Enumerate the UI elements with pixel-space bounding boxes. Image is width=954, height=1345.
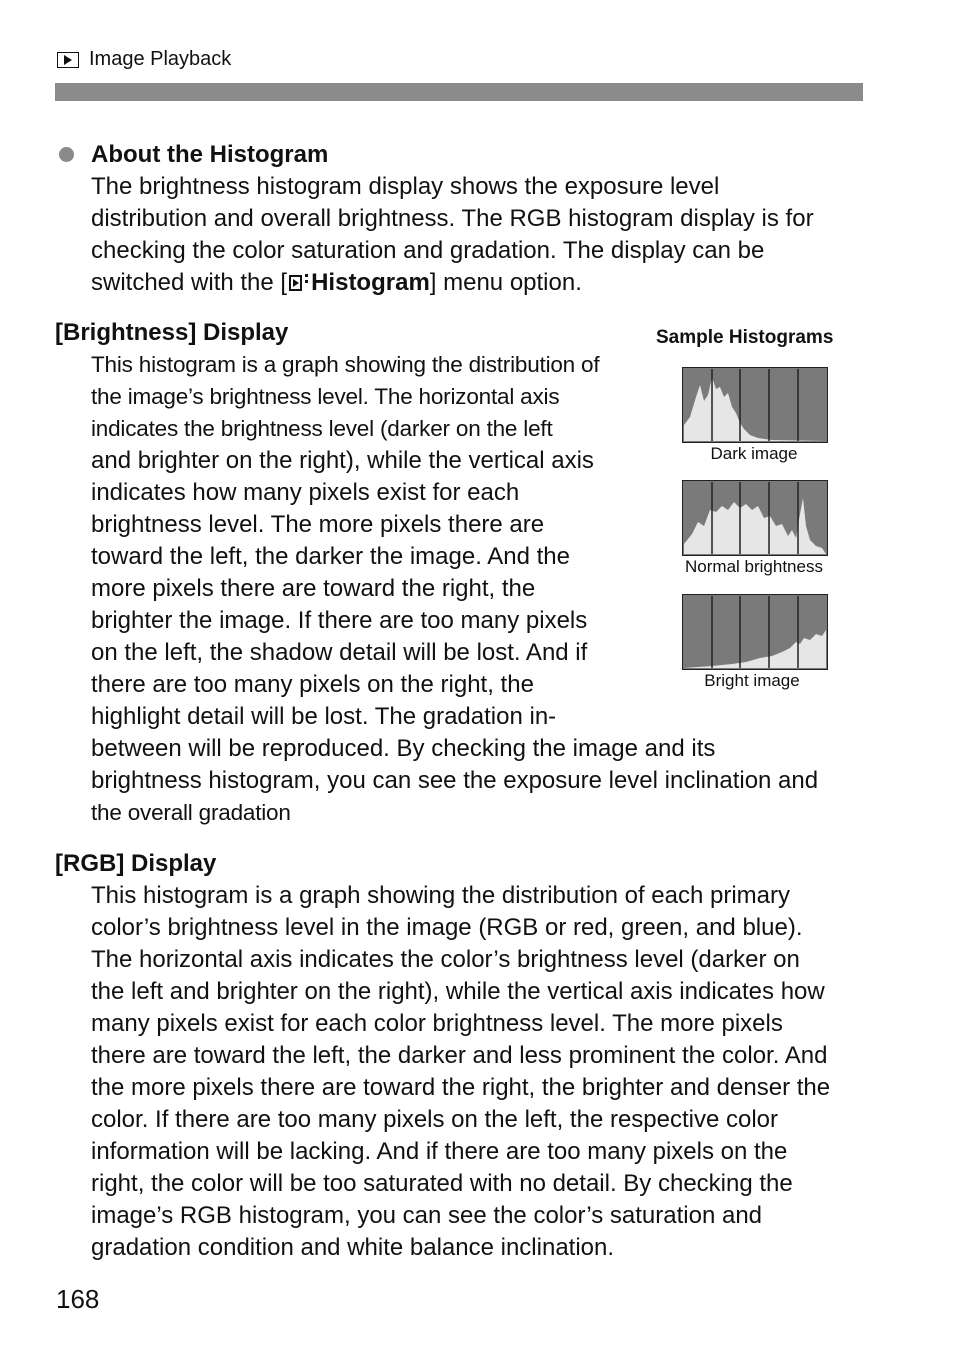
brightness-line-text: brightness histogram, you can see the exposure level inclination and <box>91 767 819 794</box>
brightness-heading: [Brightness] Display <box>55 319 289 346</box>
brightness-line: more pixels there are toward the right, the <box>91 575 536 602</box>
caption-bright-image: Bright image <box>704 671 800 690</box>
caption-dark-image: Dark image <box>710 444 798 463</box>
caption-normal-brightness: Normal brightness <box>685 557 823 576</box>
histogram-dark-image <box>682 367 828 443</box>
brightness-line: indicates how many pixels exist for each <box>91 479 520 506</box>
about-line-prefix: switched with the [ <box>91 269 288 296</box>
brightness-line: brighter the image. If there are too many pixels <box>91 607 588 634</box>
histogram-normal-brightness <box>682 480 828 556</box>
rgb-line: information will be lacking. And if there are too many pixels on the <box>91 1138 788 1165</box>
rgb-line: The horizontal axis indicates the color’s brightness level (darker on <box>91 946 800 973</box>
rgb-line: color’s brightness level in the image (RGB or red, green, and blue). <box>91 914 803 941</box>
brightness-line: there are too many pixels on the right, the <box>91 671 534 698</box>
rgb-line: the left and brighter on the right), while the vertical axis indicates how <box>91 978 825 1005</box>
header-bar <box>55 83 863 101</box>
about-line: checking the color saturation and gradation. The display can be <box>91 237 765 264</box>
brightness-line: indicates the brightness level (darker on the left <box>91 416 553 441</box>
rgb-line: there are toward the left, the darker and less prominent the color. And <box>91 1042 828 1069</box>
rgb-body <box>91 880 830 1264</box>
about-histogram-section <box>56 139 866 299</box>
brightness-line: and brighter on the right), while the vertical axis <box>91 447 594 474</box>
brightness-line: on the left, the shadow detail will be lost. And if <box>91 639 588 666</box>
brightness-line: This histogram is a graph showing the distribution of <box>91 352 600 377</box>
brightness-line: highlight detail will be lost. The gradation in- <box>91 703 557 730</box>
about-line: The brightness histogram display shows the exposure level <box>91 173 720 200</box>
brightness-line: toward the left, the darker the image. And the <box>91 543 570 570</box>
rgb-line: image’s RGB histogram, you can see the color’s saturation and <box>91 1202 763 1229</box>
brightness-line: the image’s brightness level. The horizontal axis <box>91 384 560 409</box>
brightness-line <box>91 765 818 797</box>
brightness-line: brightness level. The more pixels there are <box>91 511 545 538</box>
rgb-line: color. If there are too many pixels on the left, the respective color <box>91 1106 779 1133</box>
about-body <box>91 171 866 299</box>
section-title: Image Playback <box>89 48 232 70</box>
about-line: distribution and overall brightness. The RGB histogram display is for <box>91 205 814 232</box>
menu-option-name: Histogram <box>311 269 430 296</box>
rgb-line: many pixels exist for each color brightness level. The more pixels <box>91 1010 783 1037</box>
about-line-suffix: ] menu option. <box>429 269 582 296</box>
about-title: About the Histogram <box>91 141 329 168</box>
histogram-bright-image <box>682 594 828 670</box>
play-icon <box>57 52 79 68</box>
rgb-line: gradation condition and white balance inclination. <box>91 1234 615 1261</box>
sample-histograms-title: Sample Histograms <box>656 327 834 348</box>
bullet-icon <box>59 147 74 162</box>
page-number: 168 <box>56 1284 100 1314</box>
brightness-line: between will be reproduced. By checking the image and its <box>91 735 716 762</box>
brightness-line: the overall gradation <box>91 800 291 825</box>
playback-menu-icon <box>287 273 309 293</box>
rgb-heading: [RGB] Display <box>55 850 217 877</box>
page-header <box>57 48 231 71</box>
rgb-line: the more pixels there are toward the right, the brighter and denser the <box>91 1074 831 1101</box>
about-line-last <box>91 267 866 299</box>
rgb-line: right, the color will be too saturated with no detail. By checking the <box>91 1170 793 1197</box>
rgb-line: This histogram is a graph showing the distribution of each primary <box>91 882 790 909</box>
